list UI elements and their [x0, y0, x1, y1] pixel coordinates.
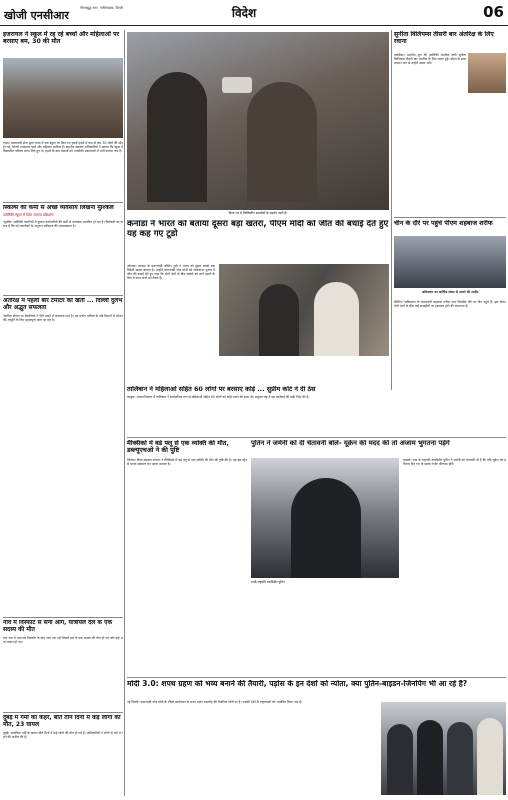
protest-crowd: [147, 72, 207, 202]
modi-headline: मोदी 3.0: शपथ ग्रहण को भव्य बनाने की तैयारी, पड़ोस के इन देशों को न्योता, क्या पुतिन-बाइडन-जिनपिंग भी आ रहे है?: [127, 680, 468, 688]
canada-story: [127, 264, 389, 384]
brand-name: खोजी एनसीआर: [4, 9, 69, 20]
israel-story: [3, 31, 123, 201]
mexico-headline: मैक्सिको में बर्ड फ्लू से एक व्यक्ति की मौत, डब्ल्यूएचओ ने की पुष्टि: [127, 440, 229, 455]
leader-figure: [417, 720, 443, 795]
pak-body: बीजिंग। पाकिस्तान के प्रधानमंत्री शहबाज शरीफ पांच दिवसीय दौरे पर चीन पहुंचे हैं। इस दौरान दोनों देशों के बीच कई समझौतों पर हस्ताक्षर होने की संभावना है।: [394, 300, 506, 309]
pak-photo: [394, 236, 506, 288]
skill-headline: स्किल्स की कमी से अच्छे व्यवसाय लिखना मुश्किल: [3, 205, 114, 211]
canada-headline-block: [127, 220, 389, 262]
israel-body: गाजा। इजरायली सेना द्वारा गाजा में एक स्कूल पर किए गए हवाई हमले में कम से कम 30 लोगों की मौत हो गई, जिनमें ज्यादातर बच्चे और महिलाएं शामिल हैं। स्थानीय स्वास्थ्य अधिकारियों ने बताया कि स्कूल में विस्थापित परिवार शरण लिए हुए थे। हमले के बाद घायलों को नजदीकी अस्पतालों में भर्ती कराया गया है।: [3, 141, 123, 154]
leader-figure: [387, 724, 413, 795]
canada-headline: कनाडा ने भारत को बताया दूसरा बड़ा खतरा, पीएम मोदी को जीत की बधाई देते हुए यह कह गए टूडो: [127, 220, 389, 239]
divider: [3, 295, 123, 296]
leader-figure: [447, 722, 473, 795]
protest-photo: [127, 32, 389, 210]
putin-headline: पुतिन ने जर्मनी को दी चेतावनी बोले- यूक्रेन की मदद की तो अंजाम भुगतना पड़ेगे: [251, 440, 450, 447]
divider: [3, 202, 123, 203]
sunita-photo: [468, 53, 506, 93]
megaphone-icon: [222, 77, 252, 93]
taliban-headline: तालिबान ने महिलाओं सहित 60 लोगों पर बरसाए कोड़े ... सुप्रीम कोर्ट ने दी ठेस: [127, 386, 316, 393]
brand-logo: [4, 4, 76, 20]
modi-headline-block: [127, 680, 506, 698]
divider: [394, 217, 506, 218]
divider: [127, 677, 506, 678]
protest-crowd: [247, 82, 317, 202]
leaders-photo: [381, 702, 506, 795]
putin-story: [251, 440, 506, 652]
mexico-story: [127, 440, 247, 615]
dubai-body: दुबई। अत्यधिक गर्मी के कारण बीते दिनों में कई लोगों की मौत हो गई है। अधिकारियों ने लोगों से घरों में रहने की अपील की है।: [3, 730, 123, 739]
skill-body: न्यूयॉर्क। अमेरिकी कंपनियों में कुशल कर्मचारियों की कमी से कारोबार प्रभावित हो रहा है। विशेषज्ञों का कहना है कि नई तकनीकों के अनुरूप प्रशिक्षण की आवश्यकता है।: [3, 219, 123, 228]
canada-photo: [219, 264, 389, 356]
putin-photo: [251, 458, 399, 578]
arctic-body: अंतरिक्ष स्टेशन पर वैज्ञानिकों ने पौधे उगाने में सफलता पाई है। यह प्रयोग भविष्य के लंबे मिशनों में भोजन की आपूर्ति के लिए महत्वपूर्ण माना जा रहा है।: [3, 313, 123, 322]
divider: [391, 30, 392, 390]
page-number: 06: [483, 3, 504, 21]
modi-body: नई दिल्ली। प्रधानमंत्री नरेंद्र मोदी के तीसरे कार्यकाल के शपथ ग्रहण समारोह की तैयारियां जोरों पर हैं। पड़ोसी देशों के राष्ट्राध्यक्षों को आमंत्रित किया गया है।: [127, 700, 303, 704]
dubai-story: [3, 715, 123, 797]
sunita-story: [394, 31, 506, 216]
sunita-body: फ्लोरिडा। भारतीय मूल की अमेरिकी अंतरिक्ष यात्री सुनीता विलियम्स तीसरी बार अंतरिक्ष के लिए रवाना हुईं। बोइंग के स्टारलाइनर यान से उन्होंने उड़ान भरी।: [394, 53, 466, 66]
pak-caption: पाकिस्तान का आर्थिक संकट से उबरने की उम्मीद: [421, 290, 479, 294]
sunita-headline: सुनीता विलियम्स तीसरी बार अंतरिक्ष के लिए रवाना: [394, 31, 494, 46]
protest-caption: विश्व भर में फिलिस्तीन समर्थकों के प्रदर्शन जारी हैं।: [228, 211, 288, 215]
pak-headline: चीन के दौरे पर पहुंचे पीएम शहबाज शरीफ: [394, 220, 493, 227]
israel-photo: [3, 58, 123, 138]
israel-headline: इजरायल ने स्कूल में रह रहे बच्चों और महिलाओं पर बरसाए बम, 30 की मौत: [3, 31, 120, 46]
skill-subhead: अमेरिकी स्कूल में दिया जाएगा प्रशिक्षण: [3, 212, 54, 217]
brand-tagline: गौतमबुद्ध नगर, गाजियाबाद, दिल्ली: [80, 6, 123, 10]
section-label: विदेश: [231, 6, 257, 20]
trudeau-figure: [259, 284, 299, 356]
skill-story: [3, 205, 123, 295]
putin-caption: रूसी राष्ट्रपति व्लादिमीर पुतिन: [251, 580, 285, 584]
putin-body: मास्को। रूस के राष्ट्रपति व्लादिमीर पुतिन ने जर्मनी को चेतावनी दी है कि यदि यूक्रेन को हथियार दिए गए तो इसके गंभीर परिणाम होंगे।: [403, 458, 506, 467]
divider: [124, 30, 125, 796]
leader-figure: [477, 718, 503, 795]
masthead: [0, 0, 508, 26]
modi-figure: [314, 282, 359, 356]
divider: [127, 437, 506, 438]
arctic-headline: अंतरिक्ष में पहली बार टमाटर की खेती ... दिल्ली दुर्लभ और अद्भुत सफलता: [3, 298, 123, 311]
divider: [3, 712, 123, 713]
taliban-story: [127, 386, 389, 436]
divider: [3, 617, 123, 618]
pak-story: [394, 220, 506, 392]
boat-body: एक नाव में अचानक विस्फोट के बाद आग लग गई जिसमें दल के एक सदस्य की मौत हो गई और कई अन्य घायल हो गए।: [3, 635, 123, 644]
dubai-headline: दुबई में गर्मी का कहर, बीते तीन दिनों में कई लोगों की मौत, 23 घायल: [3, 715, 121, 728]
mexico-body: जिनेवा। विश्व स्वास्थ्य संगठन ने मैक्सिको में बर्ड फ्लू से एक व्यक्ति की मौत की पुष्टि की है। यह इस स्ट्रेन से मानव संक्रमण का पहला मामला है।: [127, 457, 247, 466]
putin-figure: [291, 478, 361, 578]
boat-headline: नाव में विस्फोट से सनी आग, यात्रीयल दल के एक सदस्य की मौत: [3, 620, 113, 633]
boat-story: [3, 620, 123, 670]
arctic-story: [3, 298, 123, 393]
canada-body: ओटावा। कनाडा के प्रधानमंत्री जस्टिन ट्रूडो ने भारत को दूसरा सबसे बड़ा विदेशी खतरा बताया है। उन्होंने प्रधानमंत्री नरेंद्र मोदी को लोकसभा चुनाव में जीत की बधाई देते हुए कहा कि दोनों देशों के बीच संबंधों को आगे बढ़ाने के लिए वे काम करने को तैयार हैं।: [127, 264, 215, 281]
taliban-body: काबुल। अफगानिस्तान में तालिबान ने सार्वजनिक रूप से महिलाओं सहित 60 लोगों को कोड़े मारने की सजा दी। संयुक्त राष्ट्र ने इस कार्रवाई की कड़ी निंदा की है।: [127, 395, 310, 400]
masthead-meta: [80, 6, 190, 18]
modi-story: [127, 700, 506, 797]
